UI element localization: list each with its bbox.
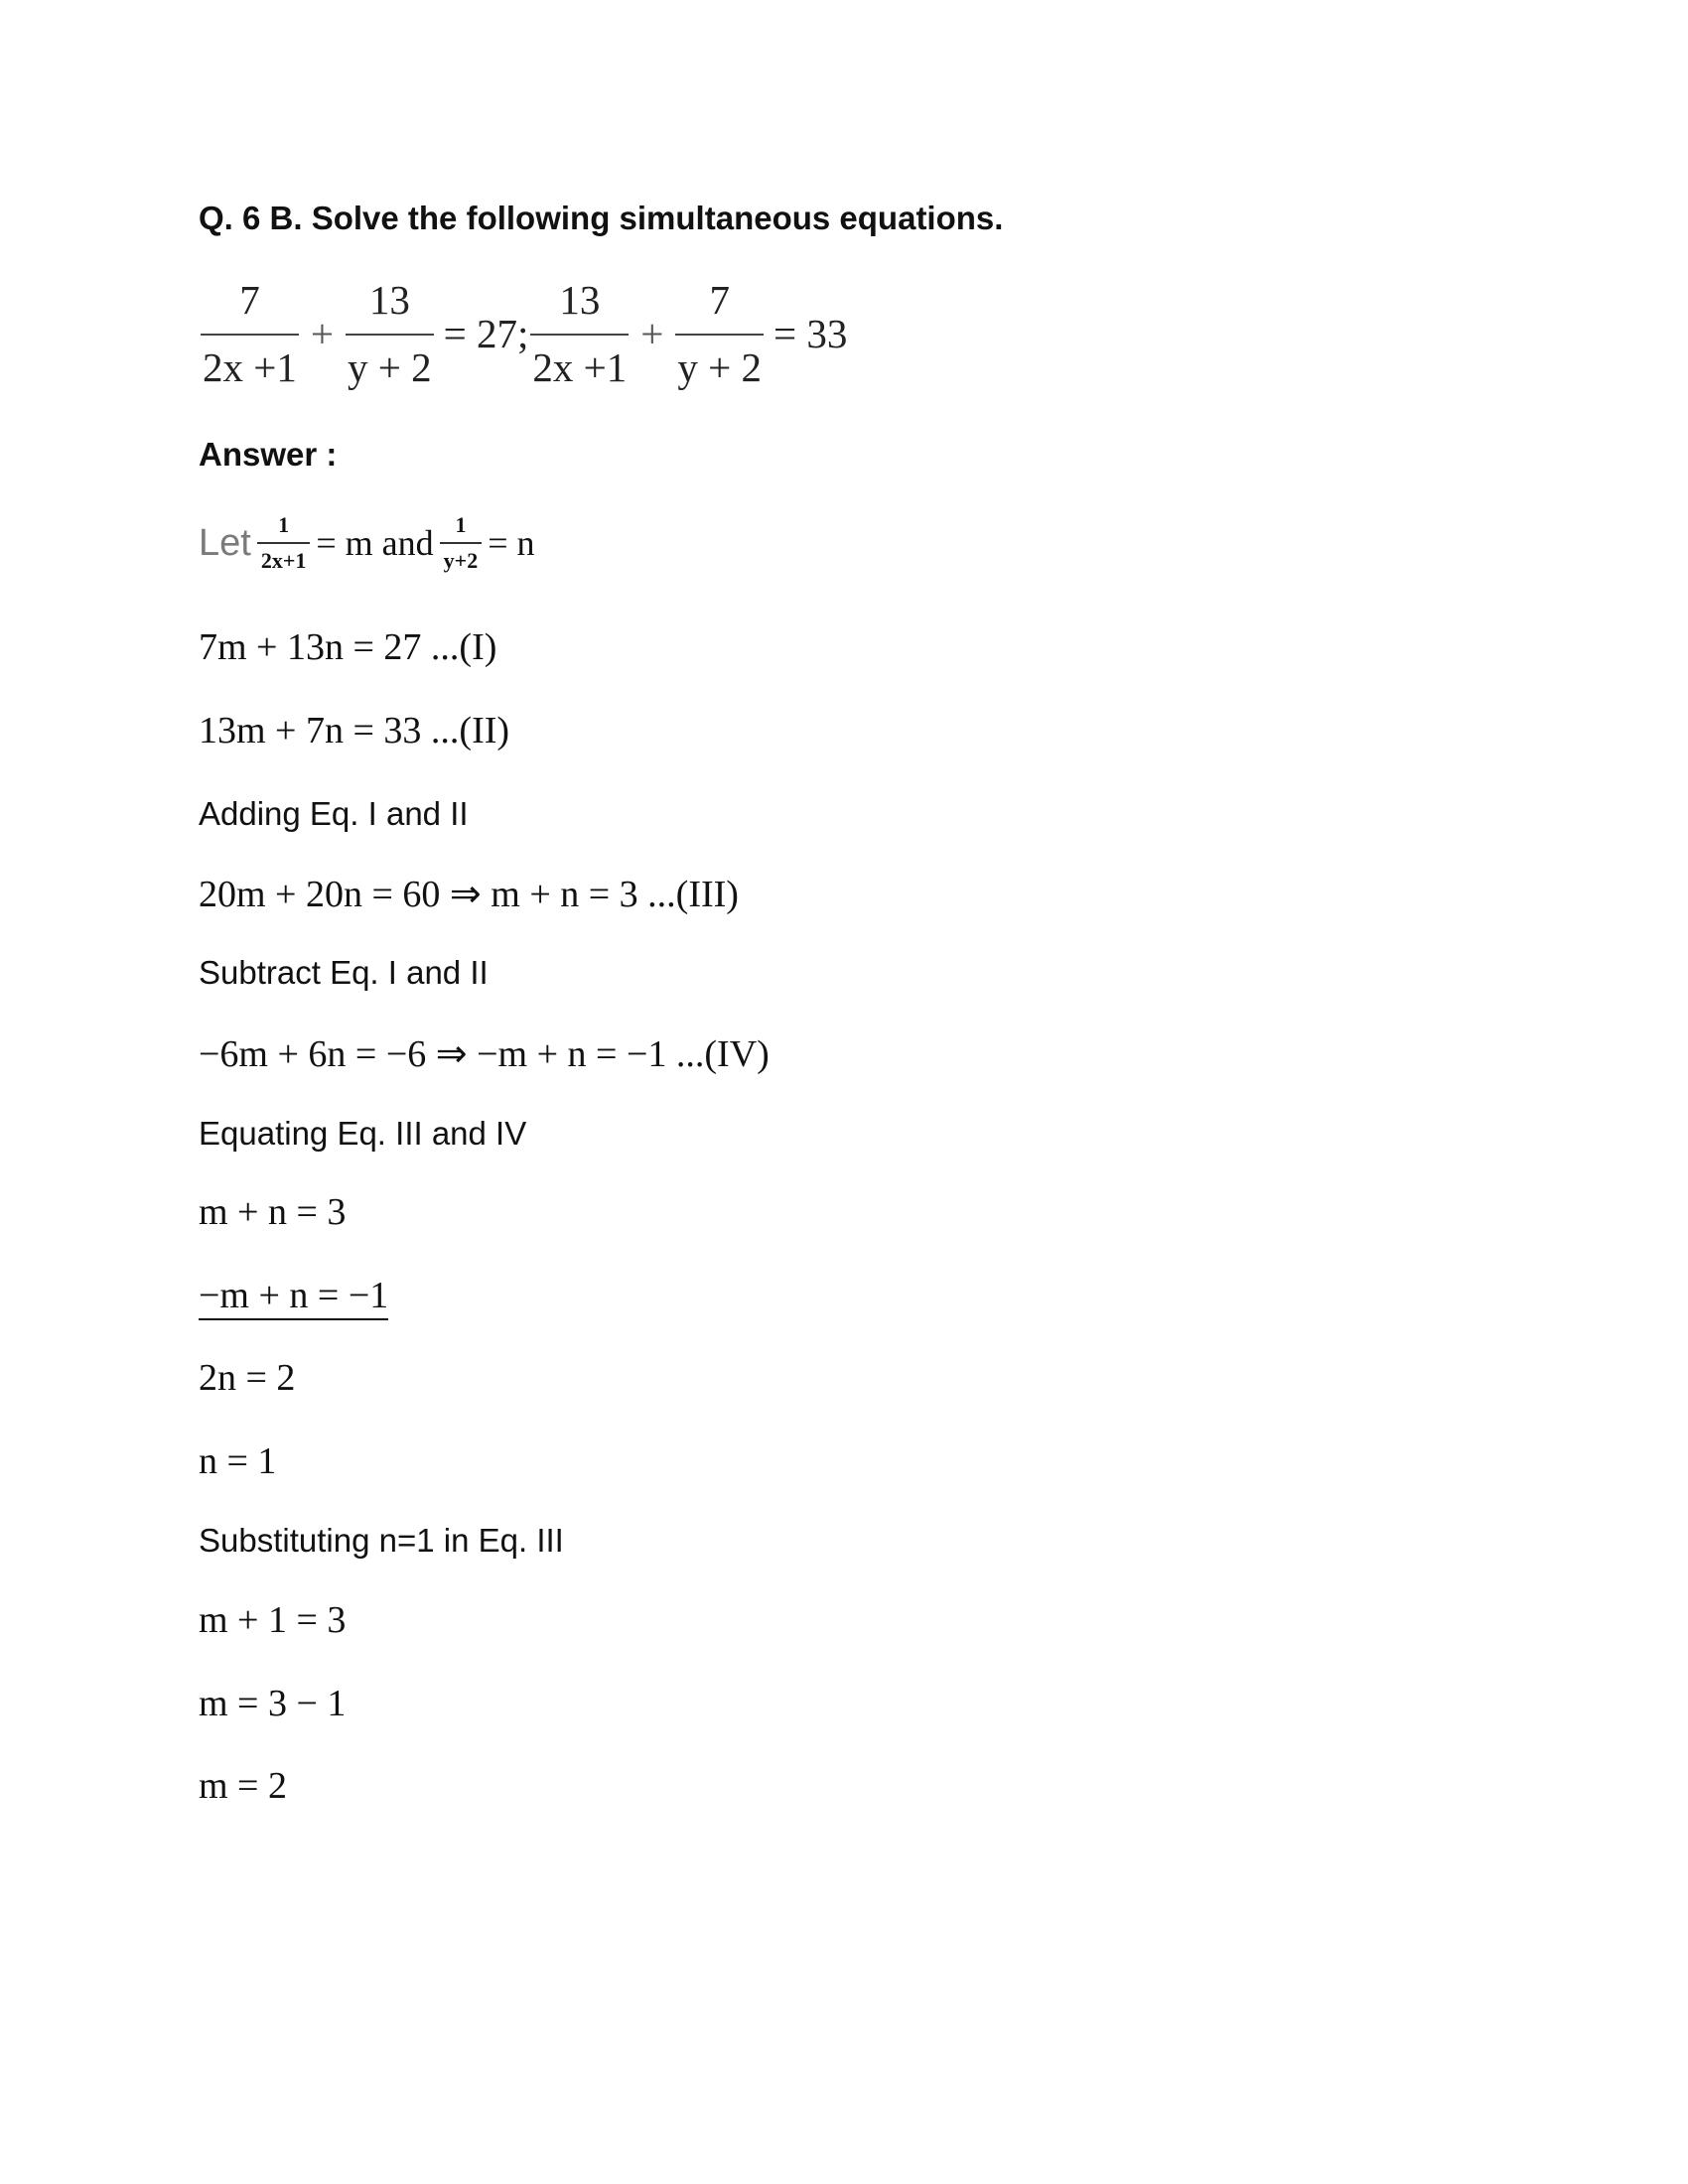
let-word: Let [199, 521, 251, 564]
equation-m-3-minus-1: m = 3 − 1 [199, 1683, 347, 1724]
question-equation [199, 276, 847, 391]
numerator: 13 [559, 277, 601, 323]
fraction [528, 276, 631, 391]
equation-ii: 13m + 7n = 33 ...(II) [199, 710, 510, 751]
numerator: 1 [278, 512, 290, 537]
numerator: 7 [709, 277, 730, 323]
fraction [673, 276, 766, 391]
denominator: 2x+1 [260, 548, 307, 573]
fraction-m [257, 512, 311, 574]
denominator: 2x +1 [532, 344, 628, 390]
equals-m-and: = m and [316, 523, 434, 563]
denominator: y+2 [443, 548, 479, 573]
equation-m-value: m = 2 [199, 1765, 287, 1807]
fraction-n [440, 512, 483, 574]
equation-iv: −6m + 6n = −6 ⇒ −m + n = −1 ...(IV) [199, 1033, 770, 1075]
denominator: 2x +1 [203, 344, 297, 390]
equals-33: = 33 [774, 311, 848, 356]
equation-m-plus-n: m + n = 3 [199, 1191, 347, 1233]
numerator: 7 [239, 277, 260, 323]
step-text-subtract: Subtract Eq. I and II [199, 954, 489, 991]
fraction [344, 276, 436, 391]
step-text-equating: Equating Eq. III and IV [199, 1115, 527, 1152]
numerator: 1 [455, 512, 467, 537]
equation-2n: 2n = 2 [199, 1357, 296, 1399]
equation-i: 7m + 13n = 27 ...(I) [199, 626, 497, 668]
plus-sign: + [640, 311, 664, 356]
equation-m-plus-1: m + 1 = 3 [199, 1599, 347, 1641]
step-text-substituting: Substituting n=1 in Eq. III [199, 1522, 564, 1559]
denominator: y + 2 [677, 344, 763, 390]
numerator: 13 [368, 277, 410, 323]
equation-iii: 20m + 20n = 60 ⇒ m + n = 3 ...(III) [199, 874, 739, 915]
fraction [199, 276, 301, 391]
underlined-equation: −m + n = −1 [199, 1275, 388, 1320]
denominator: y + 2 [348, 344, 432, 390]
equation-n-value: n = 1 [199, 1440, 277, 1482]
step-text-adding: Adding Eq. I and II [199, 795, 469, 832]
equals-27: = 27; [443, 311, 529, 356]
equation-neg-m-plus-n [199, 1277, 388, 1314]
let-substitution [199, 512, 535, 574]
equals-n: = n [488, 523, 535, 563]
plus-sign: + [310, 311, 334, 356]
question-title: Q. 6 B. Solve the following simultaneous equations. [199, 200, 1004, 236]
answer-label: Answer : [199, 436, 338, 473]
